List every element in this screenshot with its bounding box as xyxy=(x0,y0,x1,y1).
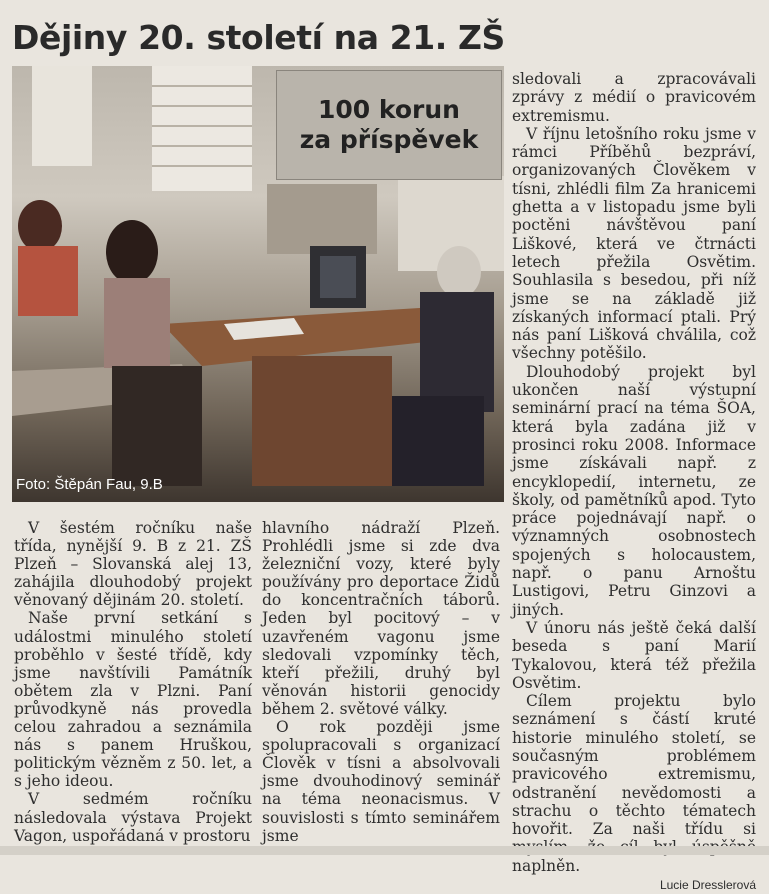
headline: Dějiny 20. století na 21. ZŠ xyxy=(12,18,505,57)
desk-front xyxy=(252,356,392,486)
paragraph-tykalova: V únoru nás ještě čeká další beseda s paní Marií Tykalovou, která též přežila Osvětim. xyxy=(512,618,756,692)
photo-callout xyxy=(276,70,502,180)
visitor-head xyxy=(437,246,481,298)
wall-board xyxy=(267,184,377,254)
article-column-1 xyxy=(14,519,252,845)
paragraph-intro: V šestém ročníku naše třída, nynější 9. B z 21. ZŠ Plzeň – Slovanská alej 13, zahájila dlouhodobý projekt věnovaný dějinám 20. století. xyxy=(14,519,252,610)
callout-line-2: za příspěvek xyxy=(299,125,479,154)
page-bottom-edge xyxy=(0,846,769,855)
paragraph-memorial: Naše první setkání s událostmi minulého století proběhlo v šesté třídě, kdy jsme navštívili Památník obětem zla v Plzni. Paní průvodkyně nás provedla celou zahradou a seznámila nás s panem Hruškou, politickým vězněm z 50. let, a s jeho ideou. xyxy=(14,609,252,791)
visitor-body xyxy=(420,292,494,412)
student-2-body xyxy=(104,278,170,368)
article-photo xyxy=(12,66,504,502)
student-1-body xyxy=(18,246,78,316)
student-1-head xyxy=(18,200,62,252)
paragraph-seminar-continued: sledovali a zpracovávali zprávy z médií o pravicovém extremismu. xyxy=(512,70,756,125)
callout-line-1: 100 korun xyxy=(318,95,460,124)
visitor-legs xyxy=(392,396,484,486)
paragraph-shoa: Dlouhodobý projekt byl ukončen naší výstupní seminární prací na téma ŠOA, která byla zadána již v prosinci roku 2008. Informace jsme získávali např. z encyklopedií, internetu, ze školy, od pamětníků apod. Tyto práce pojednávají např. o významných osobnostech spojených s holocaustem, např. o panu Arnoštu Lustigovi, Petru Ginzovi a jiných. xyxy=(512,362,756,619)
author-name: Lucie Dresslerová xyxy=(659,878,756,893)
author-line xyxy=(512,875,756,894)
student-2-head xyxy=(106,220,158,284)
student-2-legs xyxy=(112,366,202,486)
paragraph-goal: Cílem projektu bylo seznámení s částí kruté historie minulého století, se současným problémem pravicového extremismu, odstranění nevědomosti a strachu o těchto tématech hovořit. Za naši třídu si naplněn. xyxy=(512,692,756,875)
article-column-3 xyxy=(512,70,756,894)
paragraph-seminar: O rok později jsme spolupracovali s organizací Člověk v tísni a absolvovali jsme dvouhodinový seminář na téma neonacismus. V souvislosti s tímto seminářem jsme xyxy=(262,718,500,845)
window-left xyxy=(32,66,92,166)
monitor-screen xyxy=(320,256,356,298)
paragraph-liskova: V říjnu letošního roku jsme v rámci Příběhů bezpráví, organizovaných Člověkem v tísni, zhlédli film Za hranicemi ghetta a v listopadu jsme byli poctěni návštěvou paní Liškové, která ve čtrnácti letech přežila Osvětim. Souhlasila s besedou, při níž jsme se na základě již získaných informací ptali. Prý nás paní Lišková chválila, což všechny potěšilo. xyxy=(512,124,756,363)
article-column-2 xyxy=(262,519,500,845)
paragraph-vagon: hlavního nádraží Plzeň. Prohlédli jsme si zde dva železniční vozy, které byly používány pro deportace Židů do koncentračních táborů. Jeden byl pocitový – v uzavřeném vagonu jsme sledovali vzpomínky těch, kteří přežili, druhý byl věnován historii genocidy během 2. světové války. xyxy=(262,519,500,718)
window-center xyxy=(152,66,252,191)
photo-credit: Foto: Štěpán Fau, 9.B xyxy=(16,476,163,493)
paragraph-vagon-start: V sedmém ročníku následovala výstava Projekt Vagon, uspořádaná v prostoru xyxy=(14,790,252,845)
